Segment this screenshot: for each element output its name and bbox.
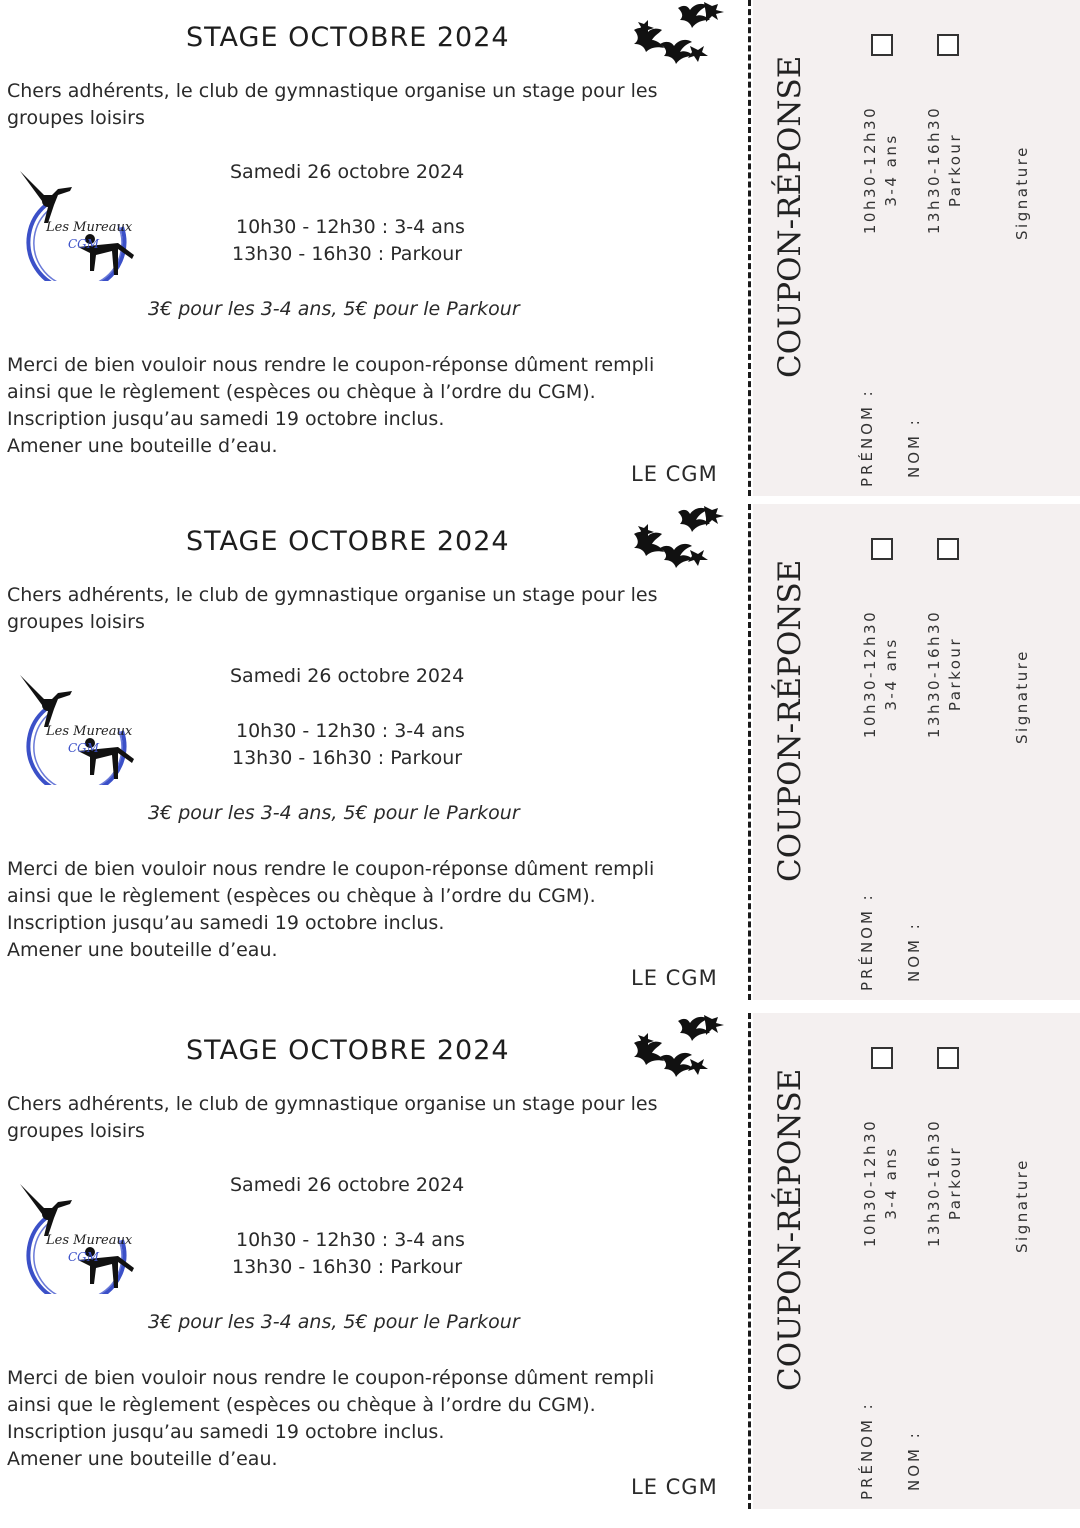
- instructions-line-1: Merci de bien vouloir nous rendre le coupon-réponse dûment rempli: [7, 354, 655, 376]
- option-1-label: [860, 607, 902, 741]
- option-1-checkbox[interactable]: [871, 1047, 893, 1069]
- logo-text-1: Les Mureaux: [46, 1233, 133, 1248]
- option-2-group: Parkour: [946, 132, 964, 208]
- option-1-group: 3-4 ans: [882, 1146, 900, 1220]
- flyer-title: STAGE OCTOBRE 2024: [186, 22, 510, 53]
- schedule-line-2: 13h30 - 16h30 : Parkour: [232, 243, 463, 265]
- price-text: 3€ pour les 3-4 ans, 5€ pour le Parkour: [148, 298, 520, 320]
- option-1-time: 10h30-12h30: [861, 1118, 879, 1248]
- flyer-title: STAGE OCTOBRE 2024: [186, 1035, 510, 1066]
- flyer-title: STAGE OCTOBRE 2024: [186, 526, 510, 557]
- logo-text-2: CGM: [68, 741, 100, 755]
- price-text: 3€ pour les 3-4 ans, 5€ pour le Parkour: [148, 802, 520, 824]
- intro-text: Chers adhérents, le club de gymnastique organise un stage pour les groupes loisirs: [7, 1093, 658, 1142]
- instructions: [7, 352, 727, 460]
- instructions-line-2: ainsi que le règlement (espèces ou chèque à l’ordre du CGM).: [7, 885, 596, 907]
- logo-text-2: CGM: [68, 1250, 100, 1264]
- instructions-line-4: Amener une bouteille d’eau.: [7, 1448, 278, 1470]
- schedule-line-2: 13h30 - 16h30 : Parkour: [232, 1256, 463, 1278]
- coupon-title: COUPON-RÉPONSE: [772, 1068, 808, 1391]
- schedule-line-1: 10h30 - 12h30 : 3-4 ans: [236, 216, 465, 238]
- signature-field-label: Signature: [1013, 1158, 1031, 1253]
- logo-text-1: Les Mureaux: [46, 724, 133, 739]
- logo-text-1: Les Mureaux: [46, 220, 133, 235]
- price-text: 3€ pour les 3-4 ans, 5€ pour le Parkour: [148, 1311, 520, 1333]
- option-1-time: 10h30-12h30: [861, 609, 879, 739]
- signature-field-label: Signature: [1013, 649, 1031, 744]
- coupon-title: COUPON-RÉPONSE: [772, 559, 808, 882]
- instructions-line-3: Inscription jusqu’au samedi 19 octobre inclus.: [7, 1421, 445, 1443]
- club-logo: [14, 1178, 140, 1294]
- club-logo: [14, 165, 140, 281]
- club-logo: [14, 669, 140, 785]
- bats-icon: [632, 504, 738, 574]
- flyer-block-1: [0, 0, 1080, 500]
- event-date: Samedi 26 octobre 2024: [230, 1174, 465, 1196]
- cut-line: [748, 504, 751, 1000]
- schedule-line-2: 13h30 - 16h30 : Parkour: [232, 747, 463, 769]
- event-date: Samedi 26 octobre 2024: [230, 161, 465, 183]
- option-2-time: 13h30-16h30: [925, 105, 943, 235]
- prenom-field-label[interactable]: PRÉNOM :: [858, 892, 876, 991]
- signature-field-label: Signature: [1013, 145, 1031, 240]
- option-2-group: Parkour: [946, 1145, 964, 1221]
- schedule-line-1: 10h30 - 12h30 : 3-4 ans: [236, 1229, 465, 1251]
- option-2-group: Parkour: [946, 636, 964, 712]
- option-2-label: [924, 103, 966, 237]
- schedule-line-1: 10h30 - 12h30 : 3-4 ans: [236, 720, 465, 742]
- option-1-group: 3-4 ans: [882, 637, 900, 711]
- nom-field-label[interactable]: NOM :: [905, 417, 923, 478]
- option-2-label: [924, 1116, 966, 1250]
- option-1-checkbox[interactable]: [871, 538, 893, 560]
- option-2-time: 13h30-16h30: [925, 609, 943, 739]
- signature: LE CGM: [631, 1475, 718, 1499]
- option-2-label: [924, 607, 966, 741]
- instructions-line-4: Amener une bouteille d’eau.: [7, 435, 278, 457]
- instructions-line-3: Inscription jusqu’au samedi 19 octobre inclus.: [7, 408, 445, 430]
- flyer-block-2: [0, 504, 1080, 1004]
- cut-line: [748, 1013, 751, 1509]
- option-1-label: [860, 103, 902, 237]
- option-2-checkbox[interactable]: [937, 1047, 959, 1069]
- nom-field-label[interactable]: NOM :: [905, 1430, 923, 1491]
- option-2-checkbox[interactable]: [937, 34, 959, 56]
- option-2-checkbox[interactable]: [937, 538, 959, 560]
- flyer-block-3: [0, 1013, 1080, 1513]
- logo-text-2: CGM: [68, 237, 100, 251]
- intro-text: Chers adhérents, le club de gymnastique organise un stage pour les groupes loisirs: [7, 80, 658, 129]
- instructions-line-2: ainsi que le règlement (espèces ou chèque à l’ordre du CGM).: [7, 381, 596, 403]
- option-1-label: [860, 1116, 902, 1250]
- cut-line: [748, 0, 751, 496]
- prenom-field-label[interactable]: PRÉNOM :: [858, 1401, 876, 1500]
- instructions-line-3: Inscription jusqu’au samedi 19 octobre inclus.: [7, 912, 445, 934]
- instructions-line-4: Amener une bouteille d’eau.: [7, 939, 278, 961]
- option-1-time: 10h30-12h30: [861, 105, 879, 235]
- instructions-line-1: Merci de bien vouloir nous rendre le coupon-réponse dûment rempli: [7, 858, 655, 880]
- bats-icon: [632, 1013, 738, 1083]
- option-1-group: 3-4 ans: [882, 133, 900, 207]
- prenom-field-label[interactable]: PRÉNOM :: [858, 388, 876, 487]
- option-2-time: 13h30-16h30: [925, 1118, 943, 1248]
- bats-icon: [632, 0, 738, 70]
- signature: LE CGM: [631, 966, 718, 990]
- instructions: [7, 856, 727, 964]
- instructions: [7, 1365, 727, 1473]
- instructions-line-1: Merci de bien vouloir nous rendre le coupon-réponse dûment rempli: [7, 1367, 655, 1389]
- coupon-title: COUPON-RÉPONSE: [772, 55, 808, 378]
- signature: LE CGM: [631, 462, 718, 486]
- instructions-line-2: ainsi que le règlement (espèces ou chèque à l’ordre du CGM).: [7, 1394, 596, 1416]
- intro-text: Chers adhérents, le club de gymnastique organise un stage pour les groupes loisirs: [7, 584, 658, 633]
- event-date: Samedi 26 octobre 2024: [230, 665, 465, 687]
- nom-field-label[interactable]: NOM :: [905, 921, 923, 982]
- option-1-checkbox[interactable]: [871, 34, 893, 56]
